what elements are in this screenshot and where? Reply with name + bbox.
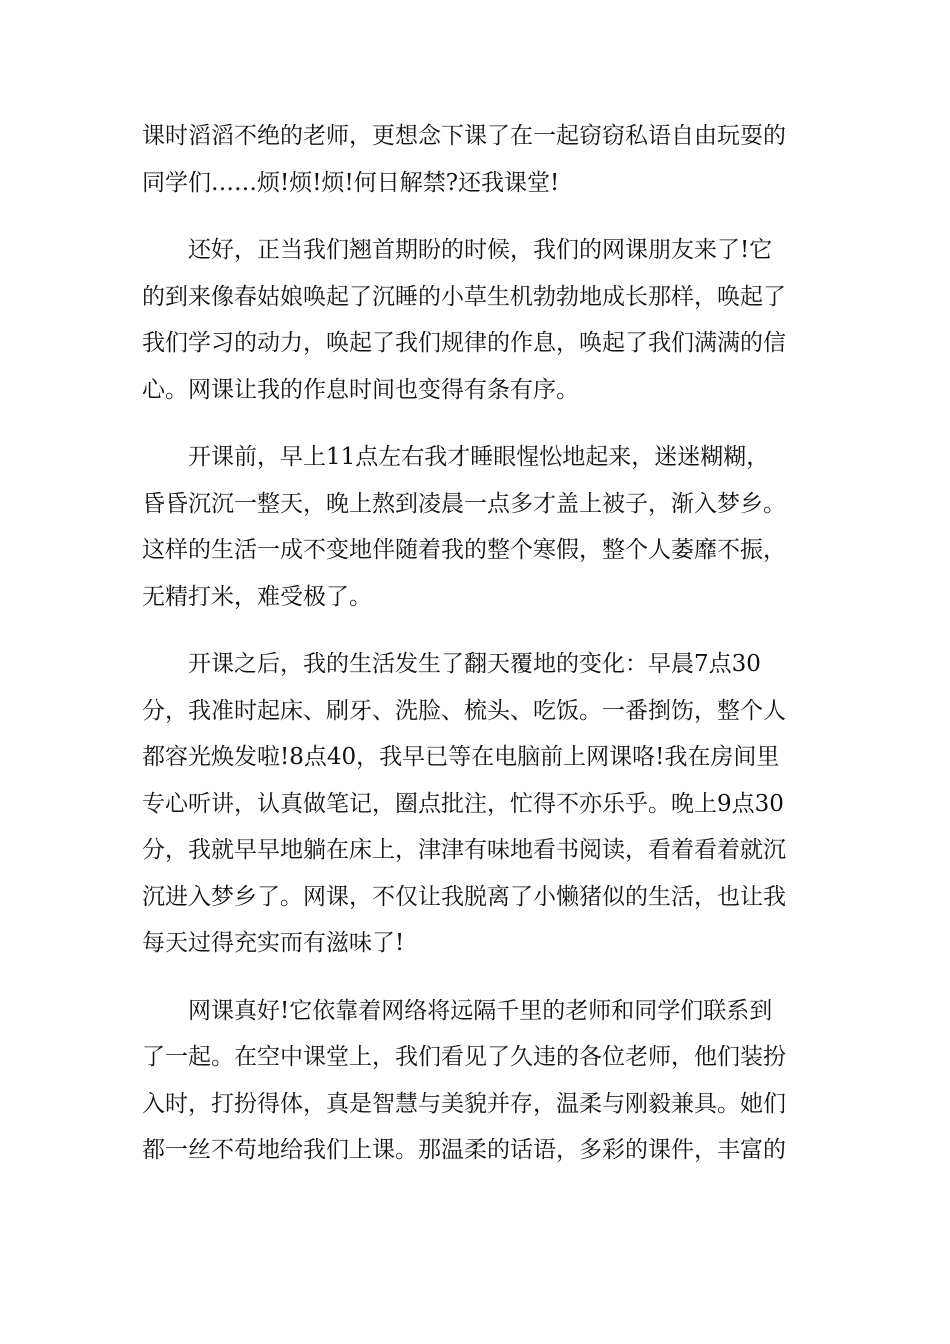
text-line: 的到来像春姑娘唤起了沉睡的小草生机勃勃地成长那样，唤起了 [142,283,786,310]
text-line: 开课前，早上11点左右我才睡眼惺忪地起来，迷迷糊糊， [142,444,770,470]
text-line: 昏昏沉沉一整天，晚上熬到凌晨一点多才盖上被子，渐入梦乡。 [142,490,786,517]
text-line: 同学们……烦!烦!烦!何日解禁?还我课堂! [142,169,560,196]
text-line: 分，我就早早地躺在床上，津津有味地看书阅读，看着看着就沉 [142,837,786,863]
paragraph-2 [142,227,814,413]
paragraph-gap [142,620,814,641]
text-line: 沉进入梦乡了。网课，不仅让我脱离了小懒猪似的生活，也让我 [142,883,786,910]
paragraph-gap [142,967,814,988]
text-line: 无精打米，难受极了。 [142,583,372,610]
text-line: 专心听讲，认真做笔记，圈点批注，忙得不亦乐乎。晚上9点30 [142,790,784,817]
text-line: 都容光焕发啦!8点40，我早已等在电脑前上网课咯!我在房间里 [142,744,780,770]
text-line: 了一起。在空中课堂上，我们看见了久违的各位老师，他们装扮 [142,1044,786,1070]
text-line: 入时，打扮得体，真是智慧与美貌并存，温柔与刚毅兼具。她们 [142,1090,786,1117]
text-line: 还好，正当我们翘首期盼的时候，我们的网课朋友来了!它 [142,237,773,263]
text-line: 这样的生活一成不变地伴随着我的整个寒假，整个人萎靡不振， [142,537,786,563]
text-line: 网课真好!它依靠着网络将远隔千里的老师和同学们联系到 [142,997,773,1024]
text-line: 心。网课让我的作息时间也变得有条有序。 [142,376,579,403]
text-line: 开课之后，我的生活发生了翻天覆地的变化：早晨7点30 [142,651,761,677]
paragraph-3 [142,434,814,620]
paragraph-1 [142,113,814,206]
article-body [142,113,814,1174]
paragraph-5 [142,988,814,1174]
paragraph-gap [142,206,814,227]
paragraph-4 [142,641,814,967]
text-line: 每天过得充实而有滋味了! [142,930,405,956]
text-line: 我们学习的动力，唤起了我们规律的作息，唤起了我们满满的信 [142,330,786,356]
text-line: 分，我准时起床、刷牙、洗脸、梳头、吃饭。一番捯饬，整个人 [142,697,786,724]
text-line: 课时滔滔不绝的老师，更想念下课了在一起窃窃私语自由玩耍的 [142,123,786,149]
text-line: 都一丝不苟地给我们上课。那温柔的话语，多彩的课件，丰富的 [142,1137,786,1163]
paragraph-gap [142,413,814,434]
